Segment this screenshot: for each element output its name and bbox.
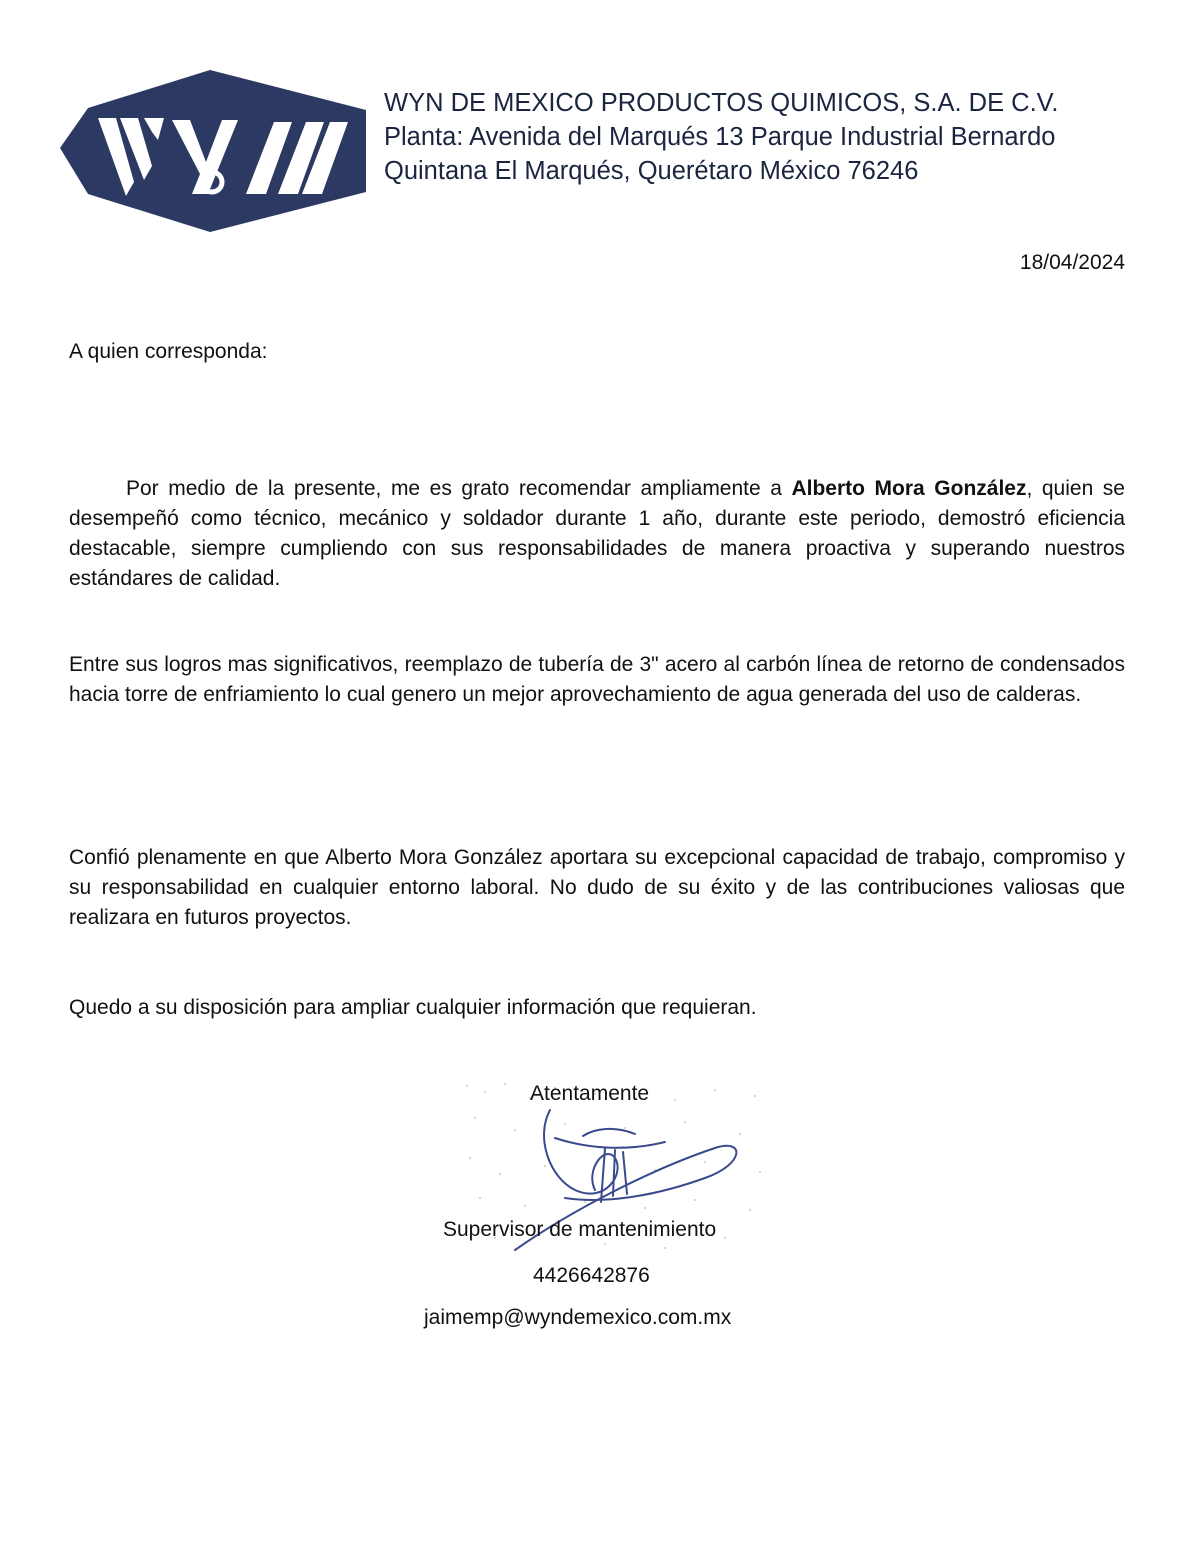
company-name: WYN DE MEXICO PRODUCTOS QUIMICOS, S.A. DE C.V. (384, 89, 1059, 117)
company-header (384, 86, 1144, 188)
company-logo (60, 70, 366, 232)
signer-email[interactable]: jaimemp@wyndemexico.com.mx (424, 1306, 732, 1329)
paragraph-recommendation (69, 474, 1125, 594)
p1-intro: Por medio de la presente, me es grato recomendar ampliamente a (126, 477, 792, 500)
paragraph-closing: Quedo a su disposición para ampliar cualquier información que requieran. (69, 996, 757, 1019)
greeting: A quien corresponda: (69, 340, 268, 363)
signer-title: Supervisor de mantenimiento (443, 1218, 717, 1241)
company-address-line2: Quintana El Marqués, Querétaro México 76246 (384, 157, 919, 185)
employee-name: Alberto Mora González (791, 477, 1027, 500)
closing-atentamente: Atentamente (530, 1082, 650, 1105)
signer-phone: 4426642876 (533, 1264, 650, 1287)
letter-date: 18/04/2024 (1019, 251, 1125, 274)
paragraph-confidence: Confió plenamente en que Alberto Mora González aportara su excepcional capacidad de trabajo, compromiso y su responsabilidad en cualquier entorno laboral. No dudo de su éxito y de las contribuciones valiosas que realizara en futuros proyectos. (69, 846, 1125, 929)
p1-rest: , quien se desempeñó como técnico, mecánico y soldador durante 1 año, durante este periodo, demostró eficiencia destacable, siempre cumpliendo con sus responsabilidades de manera proactiva y superando nuestros estándares de calidad. (69, 477, 1125, 590)
paragraph-achievements: Entre sus logros mas significativos, reemplazo de tubería de 3" acero al carbón línea de retorno de condensados hacia torre de enfriamiento lo cual genero un mejor aprovechamiento de agua generada del uso de calderas. (69, 653, 1125, 706)
company-address-line1: Planta: Avenida del Marqués 13 Parque Industrial Bernardo (384, 123, 1056, 151)
